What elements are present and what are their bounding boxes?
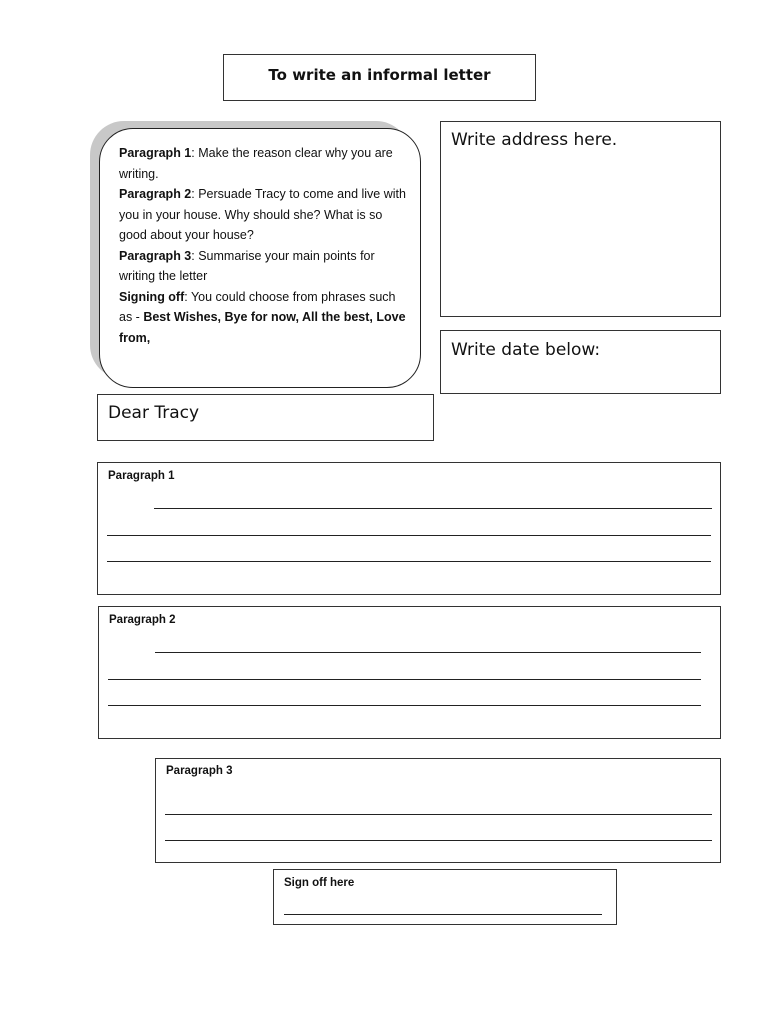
address-label: Write address here. — [451, 130, 618, 150]
greeting-box[interactable] — [97, 394, 434, 441]
instruction-paragraph-3 — [119, 246, 408, 287]
signoff-label: Sign off here — [284, 877, 355, 889]
instruction-text: : Summarise your main points for writing the letter — [119, 248, 375, 283]
greeting-text: Dear Tracy — [108, 403, 200, 423]
address-box[interactable] — [440, 121, 721, 317]
writing-line — [154, 508, 712, 509]
instruction-label: Paragraph 2 — [119, 187, 192, 201]
instruction-text: : Make the reason clear why you are writing. — [119, 146, 393, 181]
instruction-label: Signing off — [119, 289, 185, 304]
writing-line — [165, 840, 712, 841]
writing-line — [165, 814, 712, 815]
paragraph-2-box[interactable] — [98, 606, 721, 739]
paragraph-3-box[interactable] — [155, 758, 721, 863]
paragraph-2-label: Paragraph 2 — [109, 614, 176, 626]
paragraph-3-label: Paragraph 3 — [166, 765, 233, 777]
instructions-box — [99, 128, 421, 388]
date-box[interactable] — [440, 330, 721, 394]
writing-line — [155, 652, 701, 653]
writing-line — [107, 561, 711, 562]
instruction-text: : You could choose from phrases such as - — [119, 289, 396, 324]
instruction-label: Paragraph 1 — [119, 146, 192, 160]
title-box — [223, 54, 536, 101]
paragraph-1-box[interactable] — [97, 462, 721, 595]
writing-line — [108, 679, 701, 680]
writing-line — [108, 705, 701, 706]
instruction-signing-off — [119, 287, 408, 349]
instruction-label: Paragraph 3 — [119, 248, 192, 263]
writing-line — [284, 914, 602, 915]
page-title: To write an informal letter — [268, 66, 491, 84]
date-label: Write date below: — [451, 340, 601, 360]
instruction-paragraph-1 — [119, 143, 408, 184]
paragraph-1-label: Paragraph 1 — [108, 470, 175, 482]
writing-line — [107, 535, 711, 536]
instruction-paragraph-2 — [119, 184, 408, 246]
signoff-phrases: Best Wishes, Bye for now, All the best, Love from, — [119, 310, 406, 345]
instruction-text: : Persuade Tracy to come and live with you in your house. Why should she? What is so good about your house? — [119, 187, 406, 242]
signoff-box[interactable] — [273, 869, 617, 925]
